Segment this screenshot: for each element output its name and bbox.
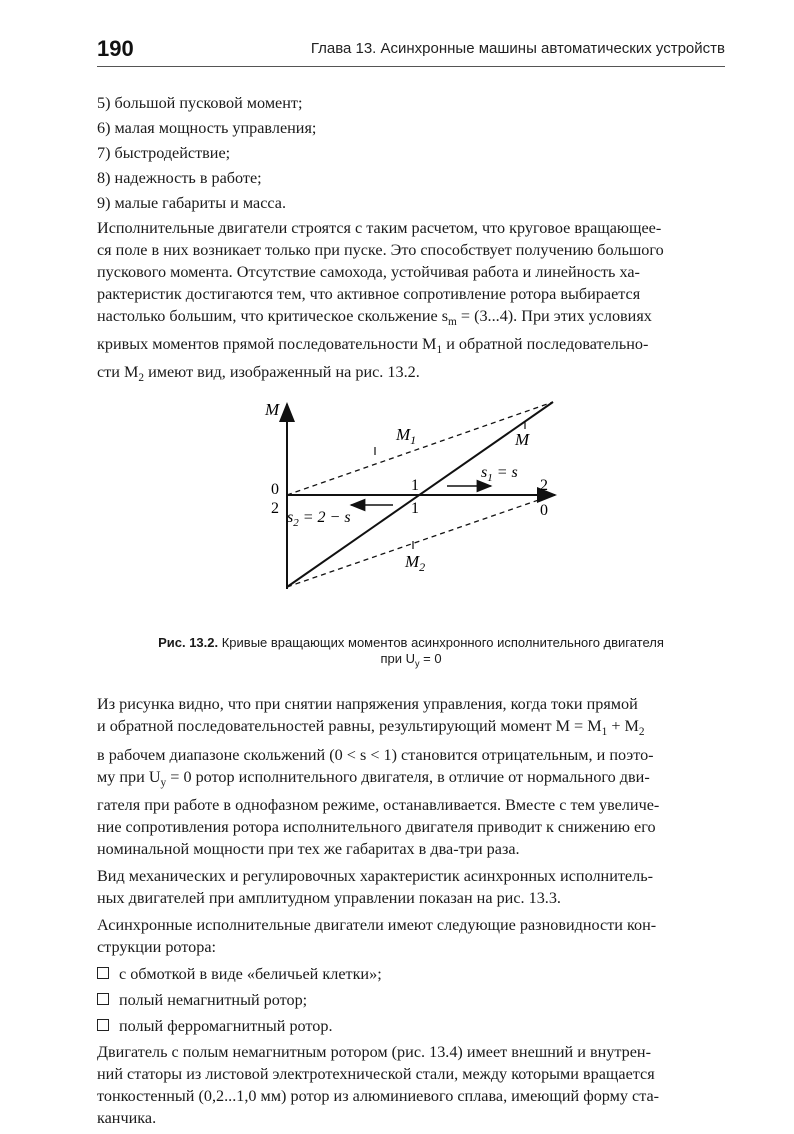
curve-m1 xyxy=(287,402,553,495)
text-line: Асинхронные исполнительные двигатели имеют следующие разновидности кон- xyxy=(97,915,657,934)
text-line: гателя при работе в однофазном режиме, останавливается. Вместе с тем увеличе- xyxy=(97,795,660,814)
s2-label: $s_2 = 2 - s$ xyxy=(287,508,351,529)
figure-13-2 xyxy=(97,399,725,631)
tick-bot-0: 0 xyxy=(540,501,548,519)
list-item: 7) быстродействие; xyxy=(97,144,231,162)
text-line: сти $M_2$ имеют вид, изображенный на рис. 13.2. xyxy=(97,363,420,385)
text-line: ся поле в них возникает только при пуске. Это способствует получению большого xyxy=(97,241,664,259)
text-line: струкции ротора: xyxy=(97,937,217,956)
paragraph-2 xyxy=(97,693,725,859)
caption-line-2: при $U_у = 0$ xyxy=(380,650,442,669)
header-rule xyxy=(97,66,725,67)
page-header xyxy=(97,36,725,64)
list-item: 8) надежность в работе; xyxy=(97,169,262,187)
m2-label: $M_2$ xyxy=(405,551,426,574)
list-item: 6) малая мощность управления; xyxy=(97,119,317,137)
text-line: пускового момента. Отсутствие самохода, устойчивая работа и линейность ха- xyxy=(97,263,640,281)
text-line: ний статоры из листовой электротехнической стали, между которыми вращается xyxy=(97,1064,655,1083)
paragraph-5 xyxy=(97,1041,725,1129)
checkbox-square-icon xyxy=(97,1019,109,1031)
text-line: кривых моментов прямой последовательности $M_1$ и обратной последовательно- xyxy=(97,335,649,357)
text-line: в рабочем диапазоне скольжений (0 < s < 1) становится отрицательным, и поэто- xyxy=(97,745,654,764)
bullet-item: полый ферромагнитный ротор. xyxy=(97,1015,725,1037)
figure-caption xyxy=(97,635,725,672)
text-line: му при $U_у = 0$ ротор исполнительного двигателя, в отличие от нормального дви- xyxy=(97,767,650,789)
checkbox-square-icon xyxy=(97,993,109,1005)
tick-top-2: 2 xyxy=(540,476,548,494)
list-item: 9) малые габариты и масса. xyxy=(97,194,287,212)
paragraph-1 xyxy=(97,217,725,390)
text-line: рактеристик достигаются тем, что активное сопротивление ротора выбирается xyxy=(97,285,641,303)
caption-label: Рис. 13.2. xyxy=(158,634,219,650)
tick-top-0: 0 xyxy=(271,480,279,498)
text-line: ние сопротивления ротора исполнительного двигателя приводит к снижению его xyxy=(97,817,656,836)
text-line: Вид механических и регулировочных характеристик асинхронных исполнитель- xyxy=(97,866,653,885)
text-line: тонкостенный (0,2...1,0 мм) ротор из алюминиевого сплава, имеющий форму ста- xyxy=(97,1086,660,1105)
m-label: M xyxy=(515,429,530,449)
text-line: Двигатель с полым немагнитным ротором (рис. 13.4) имеет внешний и внутрен- xyxy=(97,1042,651,1061)
bullet-list xyxy=(97,963,725,1037)
m-axis-label: M xyxy=(265,399,280,419)
page-body xyxy=(97,92,725,1134)
page-number: 190 xyxy=(97,36,134,61)
tick-bot-1: 1 xyxy=(411,499,419,517)
bullet-item: полый немагнитный ротор; xyxy=(97,989,725,1011)
tick-top-1: 1 xyxy=(411,476,419,494)
checkbox-square-icon xyxy=(97,967,109,979)
numbered-list xyxy=(97,92,725,214)
text-line: настолько большим, что критическое скольжение $s_m = (3...4)$. При этих условиях xyxy=(97,307,652,329)
text-line: номинальной мощности при тех же габаритах в два-три раза. xyxy=(97,839,520,858)
bullet-item: с обмоткой в виде «беличьей клетки»; xyxy=(97,963,725,985)
chapter-title: Глава 13. Асинхронные машины автоматических устройств xyxy=(310,40,725,57)
paragraph-3 xyxy=(97,865,725,909)
text-line: и обратной последовательностей равны, результирующий момент $M = M_1 + M_2$ xyxy=(97,717,645,739)
list-item: 5) большой пусковой момент; xyxy=(97,94,303,112)
torque-diagram xyxy=(255,399,565,631)
paragraph-4 xyxy=(97,914,725,958)
m1-label: $M_1$ xyxy=(396,424,417,447)
text-line: ных двигателей при амплитудном управлении показан на рис. 13.3. xyxy=(97,888,561,907)
text-line: канчика. xyxy=(97,1108,157,1127)
text-line: Из рисунка видно, что при снятии напряжения управления, когда токи прямой xyxy=(97,695,638,714)
text-line: Исполнительные двигатели строятся с таким расчетом, что круговое вращающее- xyxy=(97,219,662,237)
caption-text: Кривые вращающих моментов асинхронного исполнительного двигателя xyxy=(221,634,664,650)
tick-bot-2: 2 xyxy=(271,499,279,517)
s1-label: $s_1 = s$ xyxy=(481,463,518,484)
